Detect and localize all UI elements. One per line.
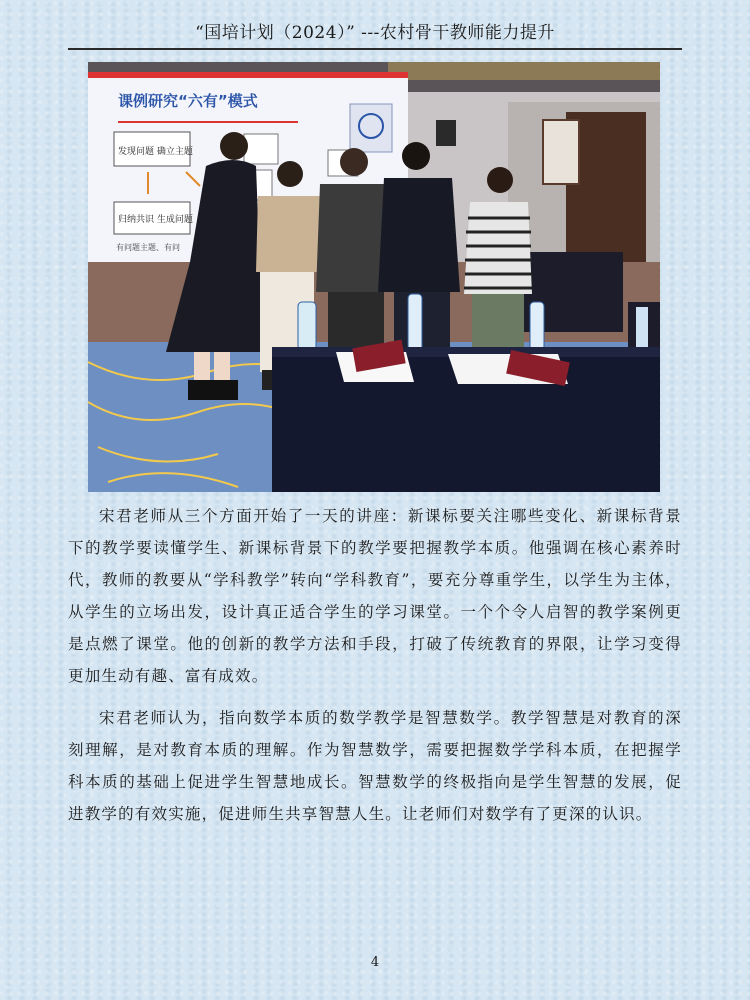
- paragraph-1: 宋君老师从三个方面开始了一天的讲座：新课标要关注哪些变化、新课标背景下的教学要读懂学生、新课标背景下的教学要把握教学本质。他强调在核心素养时代，教师的教要从“学科教学”转向“学科教育”，要充分尊重学生，以学生为主体，从学生的立场出发，设计真正适合学生的学习课堂。一个个令人启智的教学案例更是点燃了课堂。他的创新的教学方法和手段，打破了传统教育的界限，让学习变得更加生动有趣、富有成效。: [68, 507, 682, 685]
- group-photo: [88, 62, 660, 492]
- page-number: 4: [370, 955, 380, 970]
- page-header: [68, 14, 682, 50]
- paragraph-2: 宋君老师认为，指向数学本质的数学教学是智慧数学。教学智慧是对教育的深刻理解，是对教育本质的理解。作为智慧数学，需要把握数学学科本质，在把握学科本质的基础上促进学生智慧地成长。智慧数学的终极指向是学生智慧的发展，促进教学的有效实施，促进师生共享智慧人生。让老师们对数学有了更深的认识。: [68, 709, 682, 823]
- article-body: [68, 500, 682, 840]
- header-title: “国培计划（2024）” ---农村骨干教师能力提升: [195, 23, 555, 43]
- front-table: [272, 340, 660, 492]
- slide-title: 课例研究“六有”模式: [118, 92, 258, 110]
- slide-box-1: 发现问题 确立主题: [118, 147, 193, 157]
- slide-box-2: 归纳共识 生成问题: [118, 215, 193, 225]
- slide-footer-text: 有问题主题、有问: [116, 243, 180, 252]
